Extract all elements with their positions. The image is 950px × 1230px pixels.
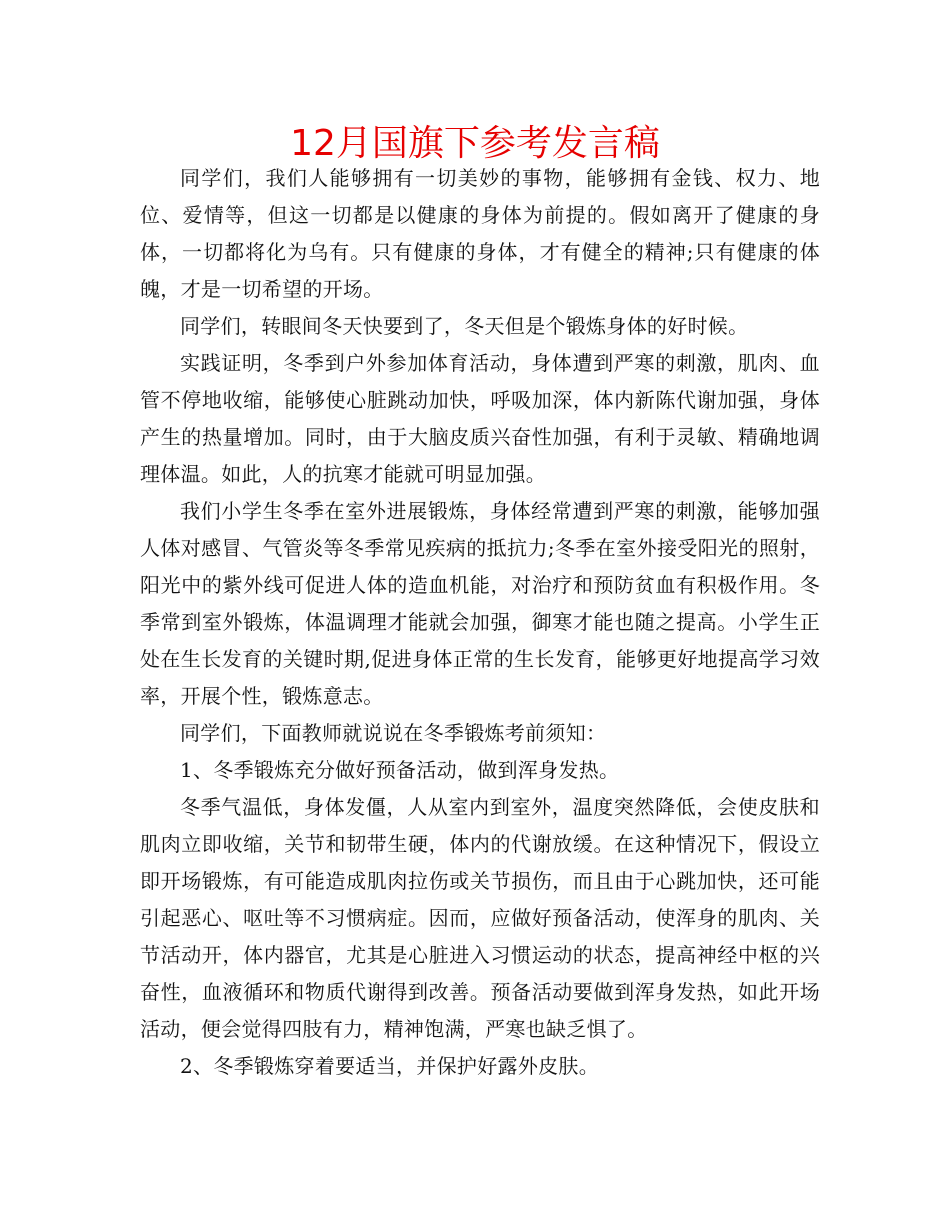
paragraph: 我们小学生冬季在室外进展锻炼，身体经常遭到严寒的刺激，能够加强人体对感冒、气管炎等冬季常见疾病的抵抗力;冬季在室外接受阳光的照射，阳光中的紫外线可促进人体的造血机能，对治疗和预防贫血有积极作用。冬季常到室外锻炼，体温调理才能就会加强，御寒才能也随之提高。小学生正处在生长发育的关键时期,促进身体正常的生长发育，能够更好地提高学习效率，开展个性，锻炼意志。 — [140, 499, 820, 708]
paragraph: 1、冬季锻炼充分做好预备活动，做到浑身发热。 — [180, 758, 620, 782]
document-body — [140, 160, 820, 1085]
paragraph: 冬季气温低，身体发僵，人从室内到室外，温度突然降低，会使皮肤和肌肉立即收缩，关节和韧带生硬，体内的代谢放缓。在这种情况下，假设立即开场锻炼，有可能造成肌肉拉伤或关节损伤，而且由于心跳加快，还可能引起恶心、呕吐等不习惯病症。因而，应做好预备活动，使浑身的肌肉、关节活动开，体内器官，尤其是心脏进入习惯运动的状态，提高神经中枢的兴奋性，血液循环和物质代谢得到改善。预备活动要做到浑身发热，如此开场活动，便会觉得四肢有力，精神饱满，严寒也缺乏惧了。 — [140, 795, 820, 1041]
page-title: 12月国旗下参考发言稿 — [290, 123, 660, 164]
paragraph: 同学们，转眼间冬天快要到了，冬天但是个锻炼身体的好时候。 — [180, 314, 749, 338]
paragraph: 2、冬季锻炼穿着要适当，并保护好露外皮肤。 — [180, 1054, 600, 1078]
paragraph: 同学们，我们人能够拥有一切美妙的事物，能够拥有金钱、权力、地位、爱情等，但这一切都是以健康的身体为前提的。假如离开了健康的身体，一切都将化为乌有。只有健康的身体，才有健全的精神;只有健康的体魄，才是一切希望的开场。 — [140, 166, 820, 301]
paragraph: 实践证明，冬季到户外参加体育活动，身体遭到严寒的刺激，肌肉、血管不停地收缩，能够使心脏跳动加快，呼吸加深，体内新陈代谢加强，身体产生的热量增加。同时，由于大脑皮质兴奋性加强，有利于灵敏、精确地调理体温。如此，人的抗寒才能就可明显加强。 — [140, 351, 820, 486]
paragraph: 同学们，下面教师就说说在冬季锻炼考前须知： — [180, 721, 607, 745]
